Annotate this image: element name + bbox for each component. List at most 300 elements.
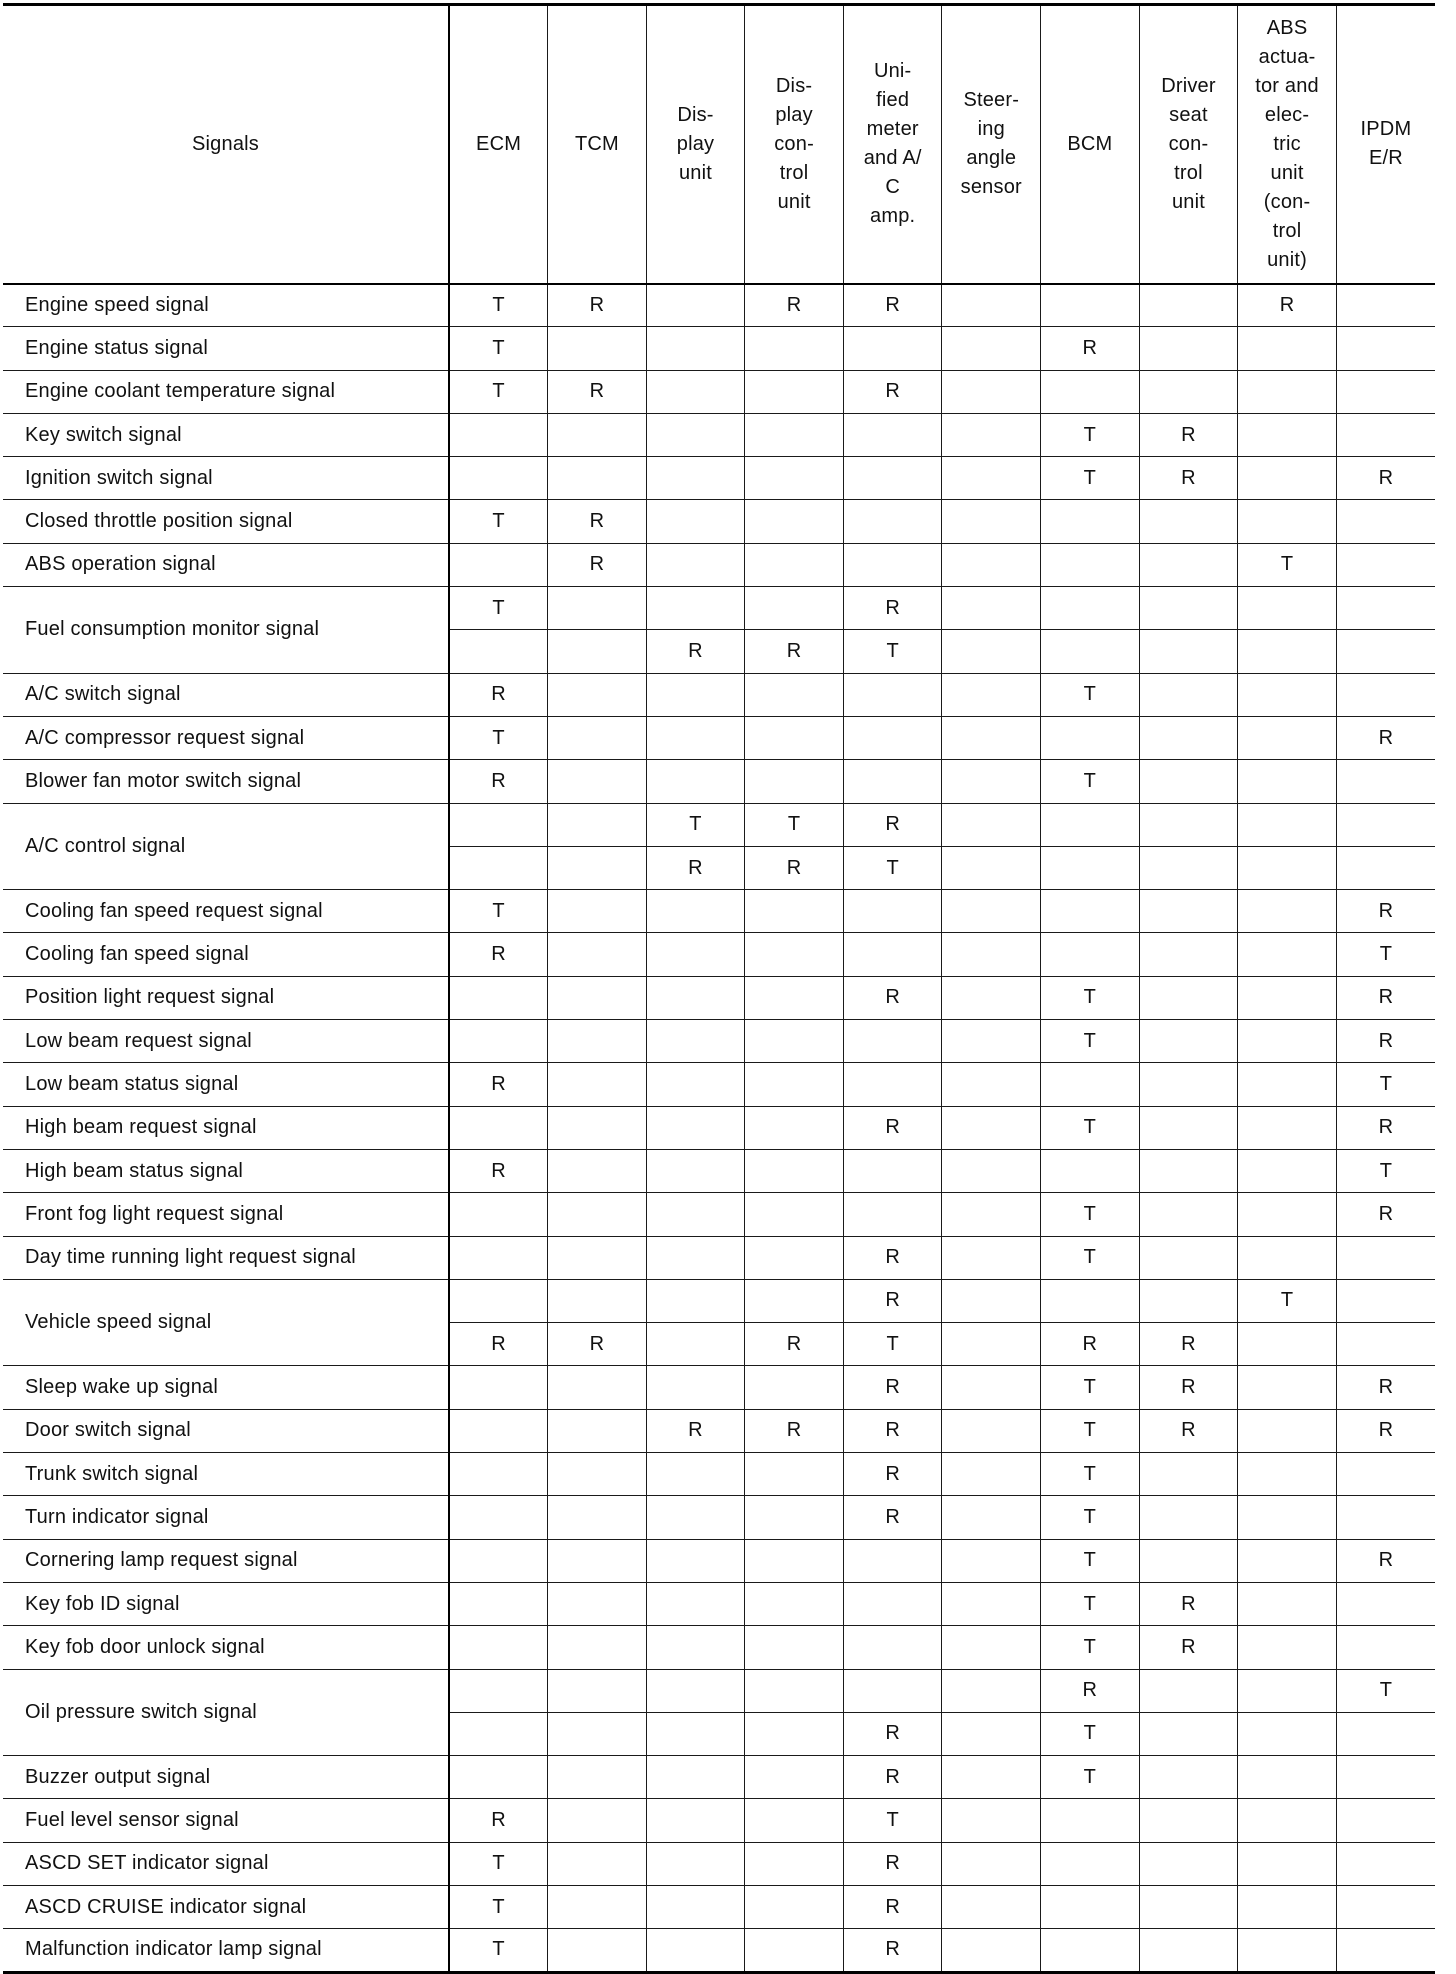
column-header-label: ABS actua- tor and elec- tric unit (con- trol unit) (1255, 16, 1319, 271)
signal-cell: T (1041, 1539, 1140, 1582)
signal-cell (1041, 716, 1140, 759)
signal-cell (548, 1020, 647, 1063)
signal-cell (1041, 846, 1140, 889)
signal-cell (646, 1366, 745, 1409)
signal-name-cell: Engine speed signal (3, 284, 449, 327)
signal-cell (745, 1669, 844, 1712)
signal-cell (1238, 1366, 1337, 1409)
signal-cell (1336, 1323, 1435, 1366)
signal-cell (843, 1193, 942, 1236)
signal-cell (1139, 327, 1238, 370)
signal-cell (745, 500, 844, 543)
signal-cell (1139, 1106, 1238, 1149)
table-row (3, 1539, 1435, 1582)
signal-cell (843, 543, 942, 586)
signal-name-cell: High beam request signal (3, 1106, 449, 1149)
signal-cell (745, 1106, 844, 1149)
signal-cell (646, 1063, 745, 1106)
signal-cell (548, 1106, 647, 1149)
signal-cell (449, 1366, 548, 1409)
table-row (3, 933, 1435, 976)
signal-cell (1336, 327, 1435, 370)
signal-cell (1238, 673, 1337, 716)
signal-cell (1238, 1885, 1337, 1928)
table-row (3, 1366, 1435, 1409)
signal-cell (843, 933, 942, 976)
signal-cell (745, 1279, 844, 1322)
signal-cell (745, 587, 844, 630)
signal-cell (745, 1496, 844, 1539)
signal-cell (942, 1626, 1041, 1669)
signal-cell (1139, 1193, 1238, 1236)
signal-cell (843, 673, 942, 716)
signal-cell (646, 1236, 745, 1279)
signal-cell (1139, 1842, 1238, 1885)
signal-cell: T (1041, 1106, 1140, 1149)
signal-cell (942, 630, 1041, 673)
signal-cell (745, 1756, 844, 1799)
signal-cell (646, 1020, 745, 1063)
table-row (3, 1279, 1435, 1322)
signal-cell: T (1041, 1626, 1140, 1669)
signal-cell: T (449, 500, 548, 543)
signal-cell: T (1041, 1366, 1140, 1409)
signal-cell (1238, 1323, 1337, 1366)
signal-cell (646, 1582, 745, 1625)
signal-cell: T (843, 630, 942, 673)
signal-cell (1238, 1626, 1337, 1669)
signal-cell: T (1336, 933, 1435, 976)
signal-cell (942, 890, 1041, 933)
signal-cell: R (1139, 1582, 1238, 1625)
signal-cell (745, 1582, 844, 1625)
signal-cell (646, 1842, 745, 1885)
signal-cell (745, 976, 844, 1019)
signal-cell: R (843, 1453, 942, 1496)
signal-cell (1139, 846, 1238, 889)
signal-cell (843, 1669, 942, 1712)
signal-cell (646, 284, 745, 327)
signal-cell: R (1139, 1323, 1238, 1366)
table-row (3, 716, 1435, 759)
signal-cell: R (1041, 1669, 1140, 1712)
table-row (3, 1756, 1435, 1799)
signal-cell (745, 716, 844, 759)
signal-cell: R (1041, 1323, 1140, 1366)
signal-cell: R (449, 933, 548, 976)
signal-cell (548, 933, 647, 976)
signal-cell: R (843, 1409, 942, 1452)
signal-cell: R (745, 630, 844, 673)
signal-cell (942, 413, 1041, 456)
signal-cell: R (1139, 413, 1238, 456)
signal-cell (449, 1496, 548, 1539)
column-header-steering-angle-sensor (942, 5, 1041, 284)
signal-cell (1139, 1236, 1238, 1279)
signal-cell (548, 1063, 647, 1106)
column-header-signals (3, 5, 449, 284)
signal-name-cell: Low beam status signal (3, 1063, 449, 1106)
signal-cell (1139, 500, 1238, 543)
signal-cell: R (1238, 284, 1337, 327)
signal-cell (1139, 1496, 1238, 1539)
signal-cell (942, 803, 1041, 846)
signal-cell (449, 846, 548, 889)
table-row (3, 1236, 1435, 1279)
signal-cell: R (745, 846, 844, 889)
signal-cell: T (449, 587, 548, 630)
column-header-unified-meter (843, 5, 942, 284)
signal-cell (449, 803, 548, 846)
column-header-label: Dis- play unit (676, 103, 715, 184)
signal-cell (1139, 976, 1238, 1019)
signal-name-cell: Cornering lamp request signal (3, 1539, 449, 1582)
signal-cell (1139, 370, 1238, 413)
signal-cell (942, 1236, 1041, 1279)
signal-cell (843, 1582, 942, 1625)
signal-cell (1139, 1539, 1238, 1582)
signal-cell (1139, 933, 1238, 976)
signal-cell (1139, 1020, 1238, 1063)
header-row (3, 5, 1435, 284)
table-row (3, 1193, 1435, 1236)
signal-cell (1336, 1885, 1435, 1928)
table-row (3, 1929, 1435, 1972)
signal-cell (646, 1323, 745, 1366)
signal-cell: T (1336, 1669, 1435, 1712)
table-row (3, 1409, 1435, 1452)
signal-cell: T (1041, 1496, 1140, 1539)
signal-cell (1336, 846, 1435, 889)
column-header-display-control-unit (745, 5, 844, 284)
signal-cell (745, 1020, 844, 1063)
signal-cell (449, 457, 548, 500)
signal-cell: R (843, 1106, 942, 1149)
signal-cell: T (745, 803, 844, 846)
signal-cell: T (1238, 1279, 1337, 1322)
signal-cell (942, 1929, 1041, 1972)
signal-cell (745, 327, 844, 370)
signal-cell (1336, 1712, 1435, 1755)
signal-cell: R (1336, 457, 1435, 500)
signal-name-cell: Cooling fan speed signal (3, 933, 449, 976)
table-row (3, 1453, 1435, 1496)
signal-cell (1238, 327, 1337, 370)
signal-cell (1238, 370, 1337, 413)
column-header-tcm (548, 5, 647, 284)
signal-cell (548, 1409, 647, 1452)
signal-cell (843, 716, 942, 759)
signal-cell (449, 976, 548, 1019)
signal-cell (449, 1020, 548, 1063)
signal-cell (745, 413, 844, 456)
signal-name-cell: Vehicle speed signal (3, 1279, 449, 1366)
signal-cell (1238, 587, 1337, 630)
signal-cell (548, 1149, 647, 1192)
signal-cell (548, 1756, 647, 1799)
table-row (3, 1669, 1435, 1712)
column-header-display-unit (646, 5, 745, 284)
can-signal-table (3, 3, 1435, 1974)
table-body (3, 284, 1435, 1973)
signal-cell: R (1336, 716, 1435, 759)
signal-cell: R (1336, 1539, 1435, 1582)
signal-cell (548, 1885, 647, 1928)
signal-cell (548, 1539, 647, 1582)
signal-name-cell: Malfunction indicator lamp signal (3, 1929, 449, 1972)
signal-cell (1238, 1193, 1337, 1236)
table-row (3, 976, 1435, 1019)
signal-cell (1139, 673, 1238, 716)
signal-cell: R (745, 1409, 844, 1452)
column-header-ecm (449, 5, 548, 284)
signal-cell: T (1041, 457, 1140, 500)
signal-name-cell: A/C switch signal (3, 673, 449, 716)
signal-cell: R (449, 760, 548, 803)
signal-cell (646, 890, 745, 933)
signal-cell: R (843, 1366, 942, 1409)
signal-cell (1336, 413, 1435, 456)
signal-name-cell: Engine coolant temperature signal (3, 370, 449, 413)
signal-cell (646, 1799, 745, 1842)
signal-cell (1336, 543, 1435, 586)
signal-cell (548, 1582, 647, 1625)
signal-cell (1336, 1236, 1435, 1279)
signal-cell: T (1336, 1063, 1435, 1106)
signal-name-cell: Low beam request signal (3, 1020, 449, 1063)
signal-cell: T (449, 1929, 548, 1972)
signal-cell (548, 760, 647, 803)
table-row (3, 1885, 1435, 1928)
signal-name-cell: ASCD SET indicator signal (3, 1842, 449, 1885)
column-header-ipdm-er (1336, 5, 1435, 284)
signal-cell: R (449, 1149, 548, 1192)
signal-cell (548, 1279, 647, 1322)
signal-cell (843, 1063, 942, 1106)
signal-cell: R (843, 1496, 942, 1539)
table-row (3, 1582, 1435, 1625)
signal-name-cell: Engine status signal (3, 327, 449, 370)
signal-cell: R (843, 1929, 942, 1972)
signal-cell (942, 1712, 1041, 1755)
signal-cell (548, 413, 647, 456)
signal-cell (1238, 1842, 1337, 1885)
signal-cell (646, 457, 745, 500)
signal-cell (548, 1669, 647, 1712)
signal-cell (1041, 543, 1140, 586)
signal-cell (942, 1885, 1041, 1928)
signal-cell (1336, 1756, 1435, 1799)
signal-cell (942, 1020, 1041, 1063)
signal-cell: R (548, 543, 647, 586)
column-header-label: Uni- fied meter and A/ C amp. (863, 60, 922, 228)
signal-cell (1336, 1929, 1435, 1972)
column-header-driver-seat-control-unit (1139, 5, 1238, 284)
signal-cell: R (449, 1323, 548, 1366)
signal-cell (1238, 846, 1337, 889)
column-header-label: Driver seat con- trol unit (1161, 74, 1216, 213)
signal-cell (1139, 543, 1238, 586)
signal-cell: T (1041, 1236, 1140, 1279)
signal-cell (646, 1453, 745, 1496)
signal-cell (646, 1149, 745, 1192)
signal-cell (942, 846, 1041, 889)
table-row (3, 1496, 1435, 1539)
signal-cell (646, 1496, 745, 1539)
signal-cell: R (449, 1799, 548, 1842)
signal-cell (548, 890, 647, 933)
signal-cell (646, 543, 745, 586)
signal-cell (942, 1409, 1041, 1452)
table-row (3, 803, 1435, 846)
table-row (3, 587, 1435, 630)
signal-cell (1238, 1106, 1337, 1149)
signal-cell (646, 1756, 745, 1799)
signal-cell (745, 1193, 844, 1236)
column-header-abs-actuator (1238, 5, 1337, 284)
signal-cell: T (449, 890, 548, 933)
signal-cell: T (1041, 1020, 1140, 1063)
table-row (3, 1149, 1435, 1192)
column-header-label: Steer- ing angle sensor (960, 89, 1022, 199)
signal-cell: R (843, 1756, 942, 1799)
signal-cell (1238, 1020, 1337, 1063)
signal-cell (1139, 803, 1238, 846)
signal-cell (942, 543, 1041, 586)
column-header-label: BCM (1067, 132, 1113, 155)
signal-cell: T (449, 327, 548, 370)
signal-cell: T (449, 1885, 548, 1928)
signal-cell (942, 1453, 1041, 1496)
table-row (3, 890, 1435, 933)
signal-name-cell: Key fob ID signal (3, 1582, 449, 1625)
signal-cell: R (1336, 1020, 1435, 1063)
signal-cell (1139, 587, 1238, 630)
signal-cell (1238, 413, 1337, 456)
signal-cell: R (646, 1409, 745, 1452)
signal-cell (843, 1626, 942, 1669)
signal-cell (745, 1236, 844, 1279)
table-row (3, 1063, 1435, 1106)
signal-cell: T (1238, 543, 1337, 586)
signal-cell (843, 457, 942, 500)
table-row (3, 457, 1435, 500)
signal-name-cell: Turn indicator signal (3, 1496, 449, 1539)
signal-cell (942, 1279, 1041, 1322)
signal-cell (942, 370, 1041, 413)
signal-cell (843, 1020, 942, 1063)
signal-cell: R (1139, 1409, 1238, 1452)
signal-cell (1139, 890, 1238, 933)
signal-cell (843, 327, 942, 370)
signal-name-cell: Closed throttle position signal (3, 500, 449, 543)
signal-name-cell: Key fob door unlock signal (3, 1626, 449, 1669)
signal-cell (942, 587, 1041, 630)
signal-name-cell: Fuel consumption monitor signal (3, 587, 449, 674)
signal-cell (548, 673, 647, 716)
signal-cell: R (548, 370, 647, 413)
signal-name-cell: Key switch signal (3, 413, 449, 456)
signal-cell (646, 976, 745, 1019)
signal-cell (646, 1712, 745, 1755)
signal-cell (449, 1409, 548, 1452)
signal-cell (646, 587, 745, 630)
table-row (3, 1626, 1435, 1669)
signal-cell (1041, 1842, 1140, 1885)
signal-cell (843, 890, 942, 933)
signal-cell: R (1336, 1193, 1435, 1236)
signal-cell (449, 630, 548, 673)
signal-cell (942, 1669, 1041, 1712)
signal-cell (942, 1799, 1041, 1842)
signal-cell (548, 1929, 647, 1972)
signal-cell: R (843, 370, 942, 413)
signal-cell (1336, 1496, 1435, 1539)
signal-cell (449, 1626, 548, 1669)
signal-cell (942, 673, 1041, 716)
signal-cell: T (1041, 1582, 1140, 1625)
signal-cell (1139, 1799, 1238, 1842)
signal-name-cell: A/C compressor request signal (3, 716, 449, 759)
signal-cell (745, 890, 844, 933)
signal-cell (942, 1842, 1041, 1885)
signal-cell (1336, 1279, 1435, 1322)
signal-cell: T (1041, 1453, 1140, 1496)
signal-name-cell: Trunk switch signal (3, 1453, 449, 1496)
signal-cell (548, 976, 647, 1019)
signal-cell: R (843, 1885, 942, 1928)
signal-cell (646, 1279, 745, 1322)
signal-cell (1336, 1626, 1435, 1669)
column-header-label: Dis- play con- trol unit (774, 74, 814, 213)
signal-cell: R (1336, 1409, 1435, 1452)
signal-cell (548, 1799, 647, 1842)
signal-name-cell: Fuel level sensor signal (3, 1799, 449, 1842)
signal-cell (548, 1453, 647, 1496)
signal-cell (745, 1885, 844, 1928)
signal-cell (1336, 1453, 1435, 1496)
signal-cell (449, 413, 548, 456)
signal-cell: T (1041, 1756, 1140, 1799)
signal-cell (1041, 1149, 1140, 1192)
signal-cell (942, 1106, 1041, 1149)
signal-cell (548, 716, 647, 759)
signal-name-cell: Buzzer output signal (3, 1756, 449, 1799)
signal-name-cell: Oil pressure switch signal (3, 1669, 449, 1756)
signal-cell (449, 1106, 548, 1149)
signal-cell: T (1041, 760, 1140, 803)
signal-cell (646, 933, 745, 976)
signal-cell (449, 1539, 548, 1582)
signal-cell (745, 1539, 844, 1582)
signal-name-cell: High beam status signal (3, 1149, 449, 1192)
table-row (3, 370, 1435, 413)
signal-cell (548, 587, 647, 630)
signal-cell: T (449, 1842, 548, 1885)
signal-cell (646, 1626, 745, 1669)
signal-cell (942, 1582, 1041, 1625)
signal-cell: R (449, 673, 548, 716)
table-row (3, 1020, 1435, 1063)
signal-cell: R (843, 587, 942, 630)
signal-cell: T (1041, 413, 1140, 456)
signal-cell (843, 500, 942, 543)
signal-cell (942, 284, 1041, 327)
signal-name-cell: Position light request signal (3, 976, 449, 1019)
signal-cell: R (843, 803, 942, 846)
signal-cell (646, 1885, 745, 1928)
signal-cell (1139, 1929, 1238, 1972)
